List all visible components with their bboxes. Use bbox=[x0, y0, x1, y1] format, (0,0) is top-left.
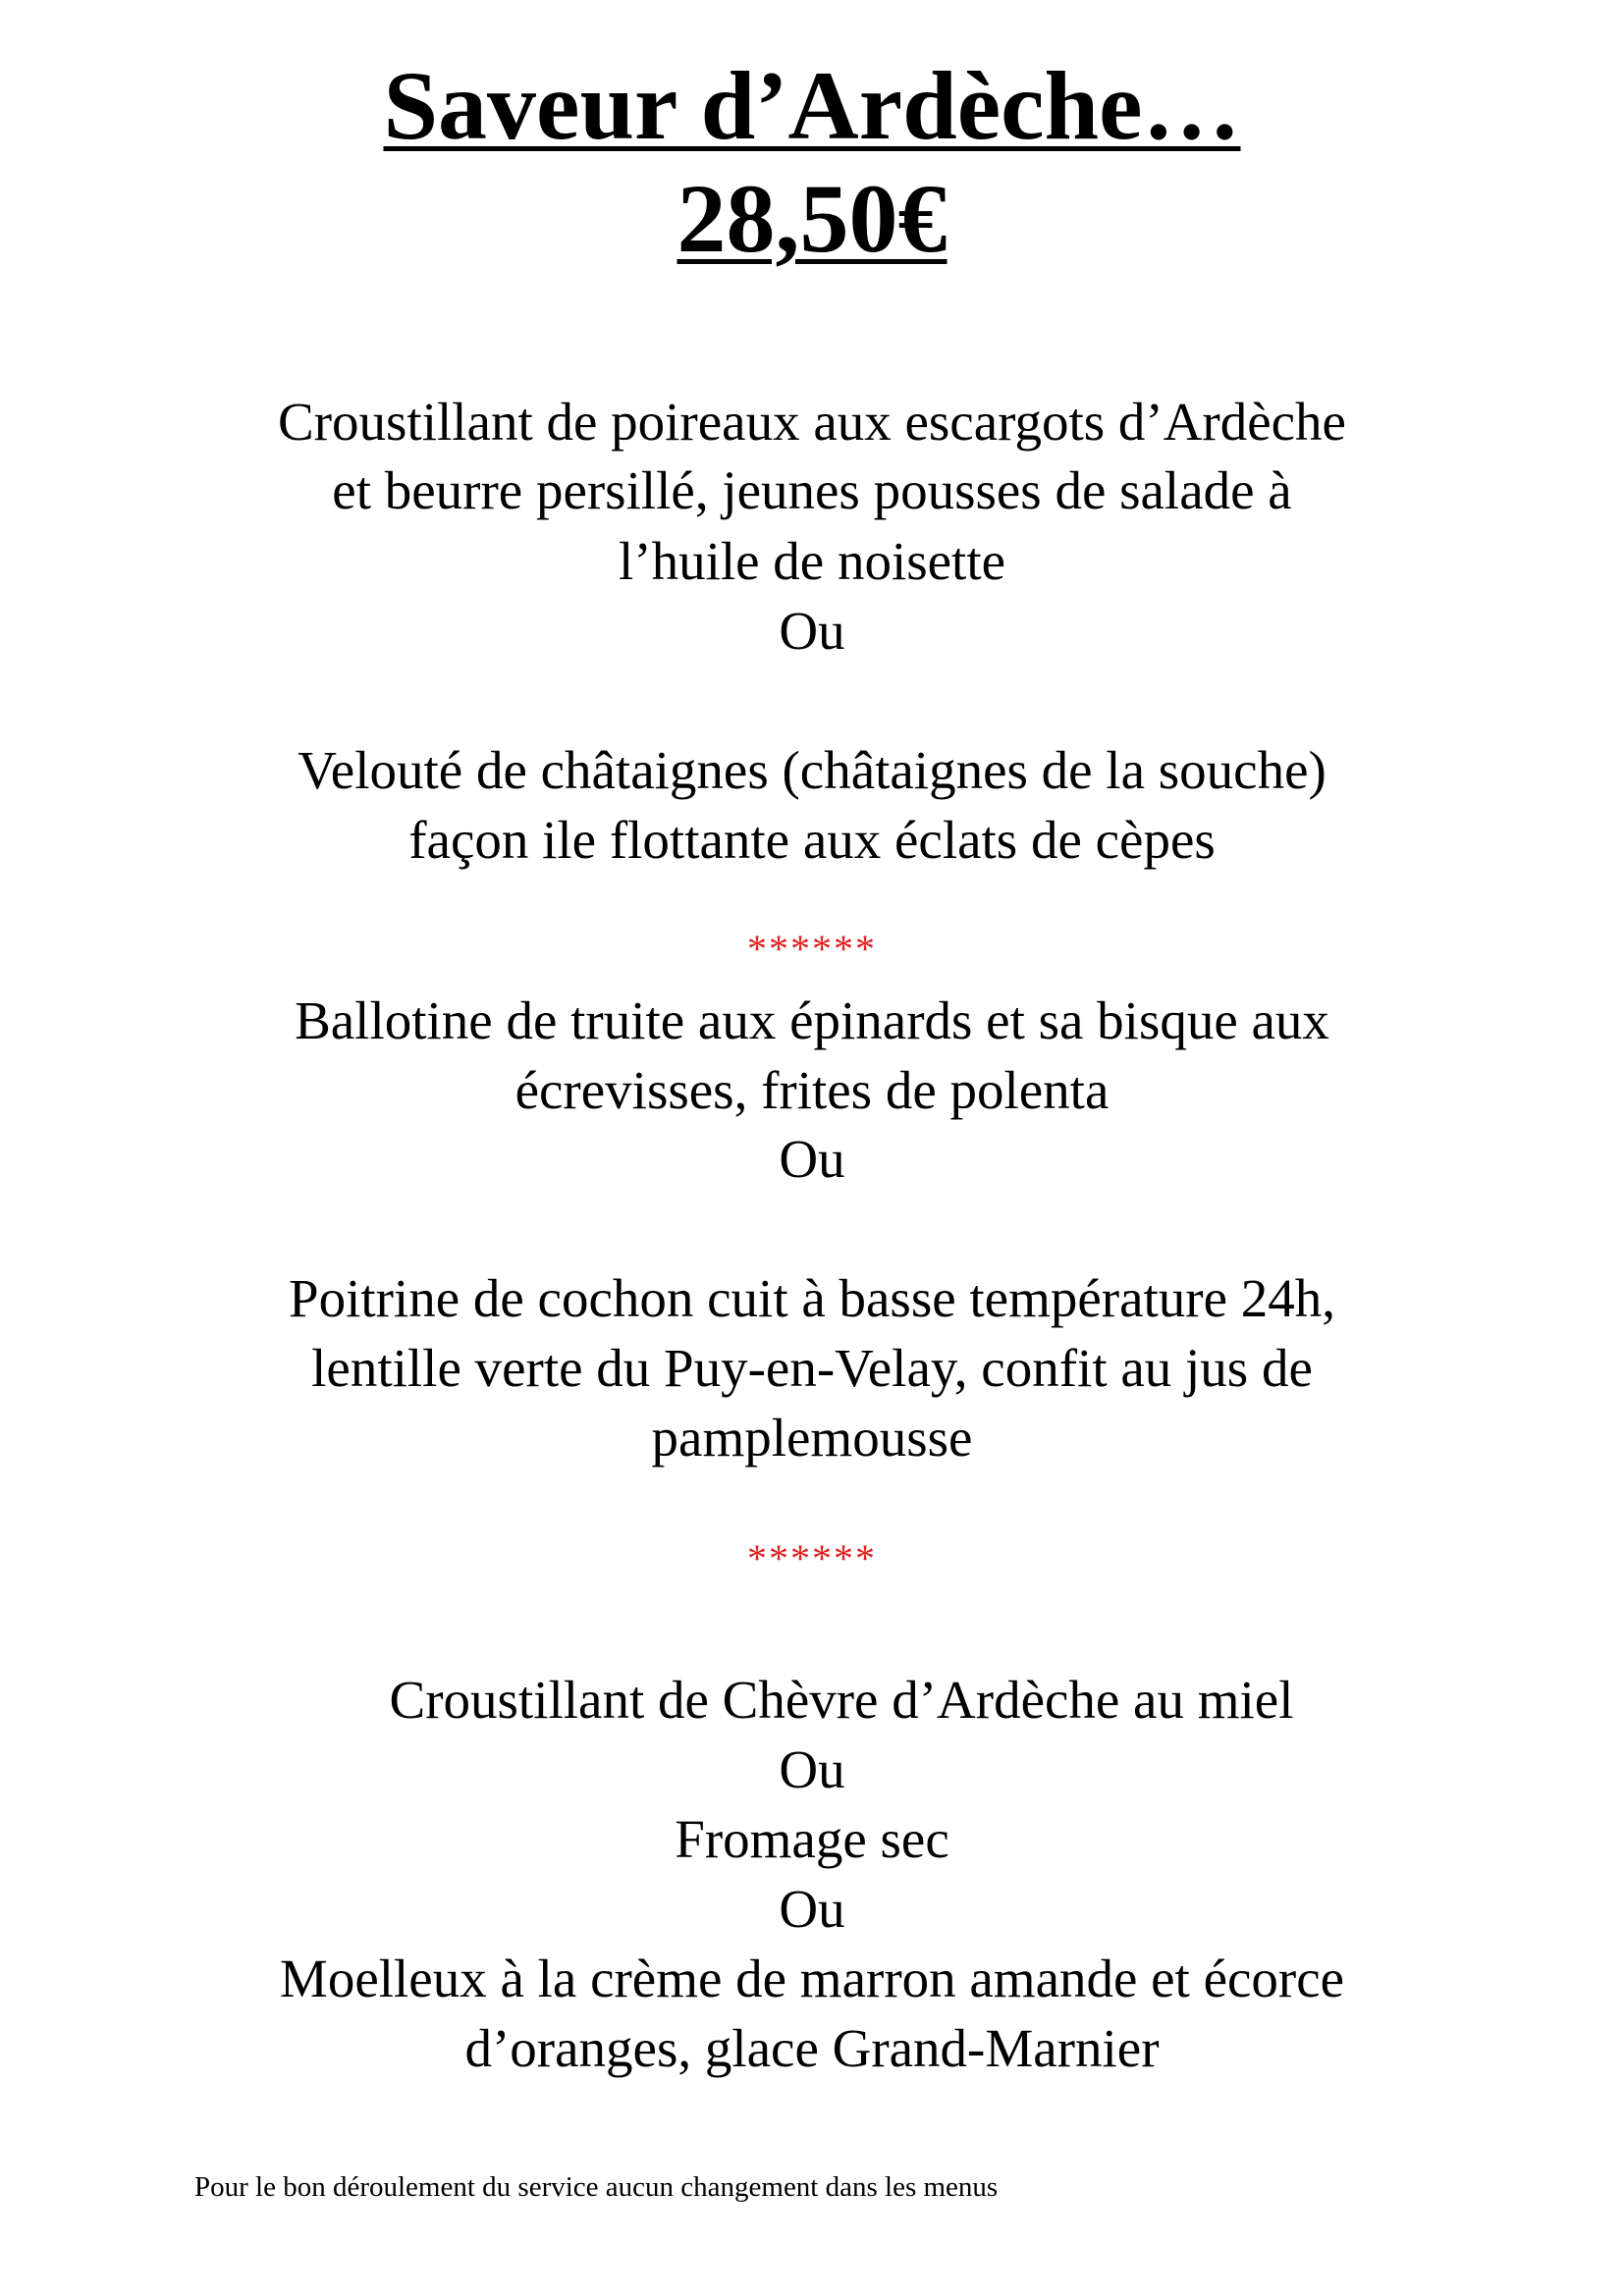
starter-option2-line2: façon ile flottante aux éclats de cèpes bbox=[408, 810, 1216, 870]
footer-note: Pour le bon déroulement du service aucun changement dans les menus bbox=[194, 2171, 999, 2203]
dessert-option3-line1: Moelleux à la crème de marron amande et écorce bbox=[279, 1949, 1345, 2008]
course-separator-2: ****** bbox=[747, 1536, 877, 1580]
main-or-label: Ou bbox=[779, 1129, 845, 1189]
main-option2-line2: lentille verte du Puy-en-Velay, confit au jus de bbox=[311, 1338, 1313, 1398]
starter-option1-line3: l’huile de noisette bbox=[618, 531, 1006, 591]
dessert-option3-line2: d’oranges, glace Grand-Marnier bbox=[464, 2018, 1160, 2078]
menu-price: 28,50€ bbox=[677, 164, 947, 273]
main-option2-line3: pamplemousse bbox=[651, 1408, 973, 1468]
main-option2-line1: Poitrine de cochon cuit à basse température 24h, bbox=[288, 1268, 1336, 1328]
dessert-or-label-1: Ou bbox=[779, 1739, 845, 1799]
dessert-or-label-2: Ou bbox=[779, 1879, 845, 1939]
starter-or-label: Ou bbox=[779, 601, 845, 661]
dessert-option2: Fromage sec bbox=[675, 1809, 949, 1869]
starter-option2-line1: Velouté de châtaignes (châtaignes de la souche) bbox=[298, 740, 1326, 800]
main-option1-line1: Ballotine de truite aux épinards et sa bisque aux bbox=[295, 990, 1329, 1050]
starter-option1-line2: et beurre persillé, jeunes pousses de salade à bbox=[332, 460, 1292, 520]
starter-option1-line1: Croustillant de poireaux aux escargots d’Ardèche bbox=[278, 392, 1346, 452]
dessert-option1: Croustillant de Chèvre d’Ardèche au miel bbox=[389, 1670, 1294, 1730]
main-option1-line2: écrevisses, frites de polenta bbox=[514, 1060, 1110, 1120]
menu-title: Saveur d’Ardèche… bbox=[383, 51, 1241, 160]
course-separator-1: ****** bbox=[747, 927, 877, 971]
